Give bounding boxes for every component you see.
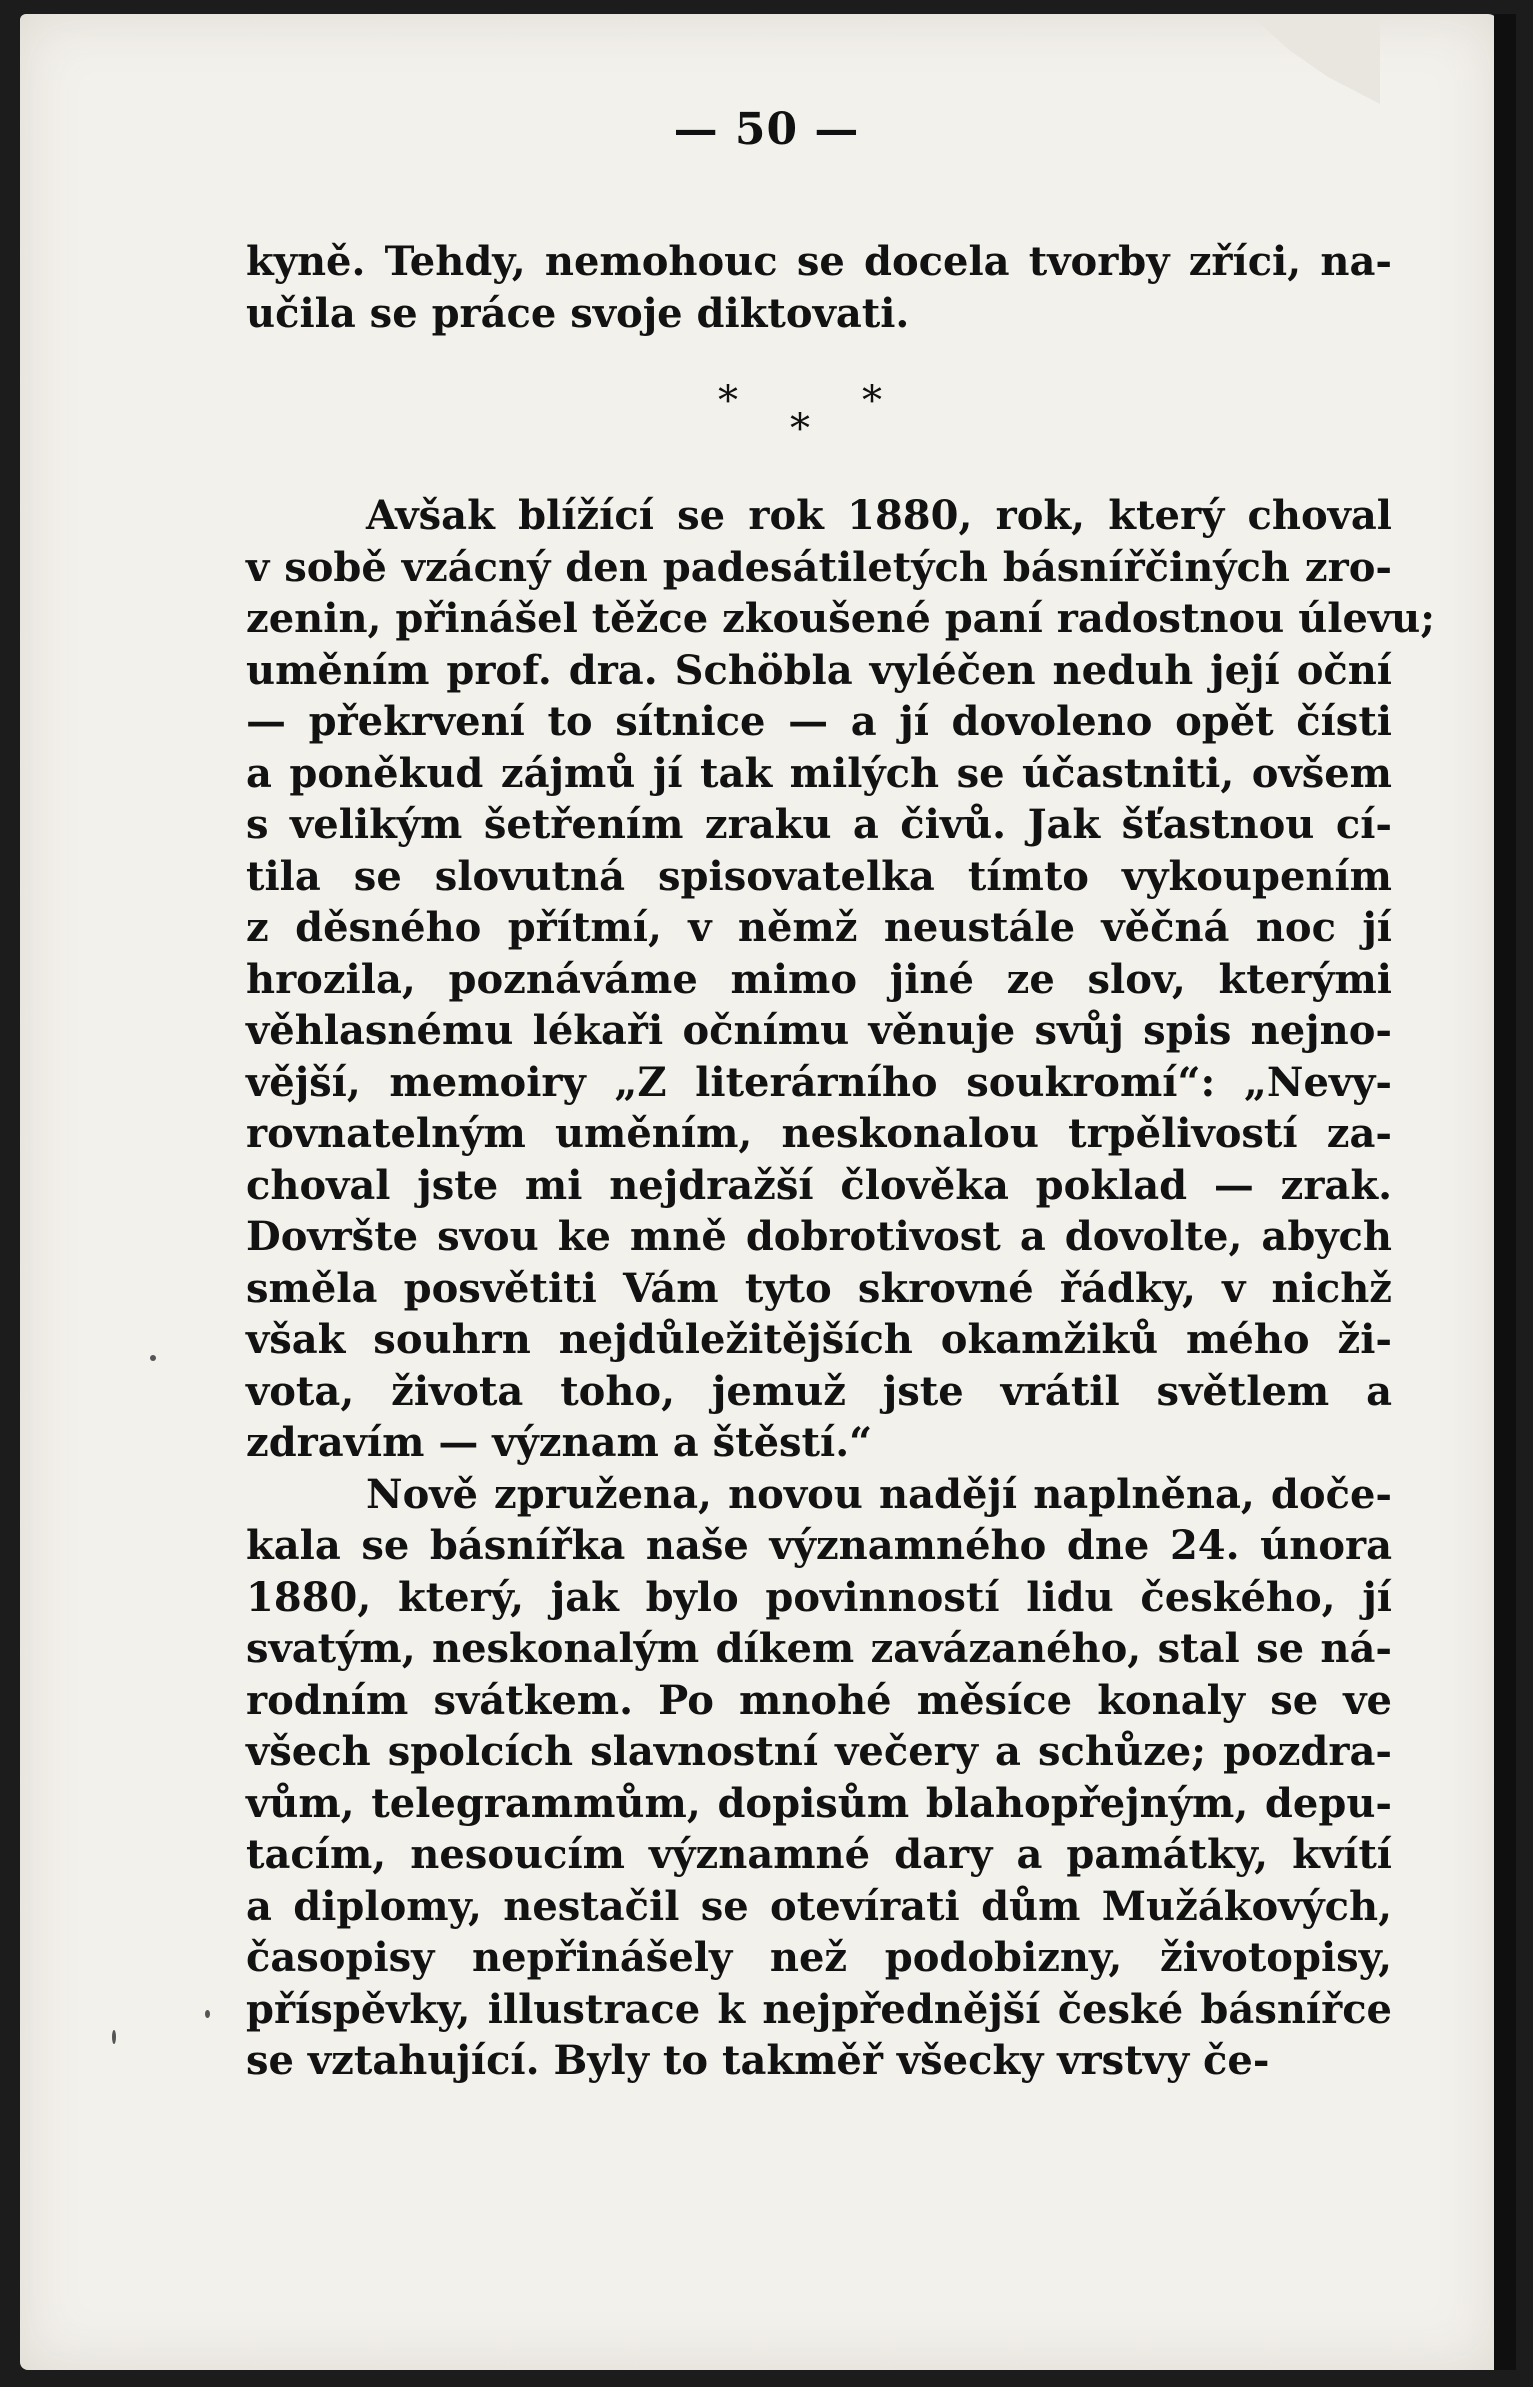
page-number: — 50 —	[673, 104, 860, 155]
asterisk-ornament: *	[718, 378, 738, 424]
text-line: Nově zpružena, novou nadějí naplněna, doče-	[366, 1470, 1392, 1518]
section-separator	[0, 378, 1533, 458]
text-line: učila se práce svoje diktovati.	[246, 289, 910, 337]
text-line: časopisy nepřinášely než podobizny, životopisy,	[246, 1934, 1392, 1981]
text-line: však souhrn nejdůležitějších okamžiků mého ži-	[246, 1316, 1392, 1363]
text-line: kyně. Tehdy, nemohouc se docela tvorby zříci, na-	[246, 238, 1392, 285]
text-line: svatým, neskonalým díkem zavázaného, stal se ná-	[246, 1625, 1392, 1672]
text-line: a diplomy, nestačil se otevírati dům Mužákových,	[246, 1882, 1392, 1930]
asterisk-ornament: *	[790, 406, 810, 452]
text-line: věhlasnému lékaři očnímu věnuje svůj spis nejno-	[246, 1007, 1392, 1054]
text-line: zenin, přinášel těžce zkoušené paní radostnou úlevu;	[246, 595, 1436, 642]
text-line: směla posvětiti Vám tyto skrovné řádky, v nichž	[246, 1264, 1392, 1312]
text-line: a poněkud zájmů jí tak milých se účastniti, ovšem	[246, 749, 1392, 797]
text-line: kala se básnířka naše významného dne 24. února	[246, 1522, 1392, 1569]
text-line: rovnatelným uměním, neskonalou trpělivostí za-	[246, 1110, 1392, 1157]
paragraph-continued	[246, 236, 1392, 339]
text-line: v sobě vzácný den padesátiletých básnířčiných zro-	[246, 543, 1392, 591]
text-line: rodním svátkem. Po mnohé měsíce konaly se ve	[246, 1676, 1392, 1724]
text-line: Avšak blížící se rok 1880, rok, který choval	[366, 492, 1392, 539]
text-line: 1880, který, jak bylo povinností lidu českého, jí	[246, 1573, 1392, 1621]
text-line: tila se slovutná spisovatelka tímto vykoupením	[246, 852, 1392, 900]
text-line: tacím, nesoucím významné dary a památky, kvítí	[246, 1831, 1392, 1878]
text-line: se vztahující. Byly to takměř všecky vrstvy če-	[246, 2037, 1270, 2084]
text-line: zdravím — význam a štěstí.“	[246, 1419, 873, 1466]
text-line: hrozila, poznáváme mimo jiné ze slov, kterými	[246, 955, 1392, 1003]
text-line: příspěvky, illustrace k nejpřednější české básnířce	[246, 1985, 1392, 2033]
text-line: s velikým šetřením zraku a čivů. Jak šťastnou cí-	[246, 801, 1392, 848]
paper-speck	[205, 2010, 210, 2018]
paper-speck	[112, 2030, 116, 2044]
asterisk-ornament: *	[862, 378, 882, 424]
text-line: vější, memoiry „Z literárního soukromí“: „Nevy-	[246, 1058, 1392, 1106]
text-line: — překrvení to sítnice — a jí dovoleno opět čísti	[246, 698, 1392, 745]
text-line: vota, života toho, jemuž jste vrátil světlem a	[246, 1367, 1392, 1415]
paper-speck	[150, 1355, 156, 1361]
text-line: Dovršte svou ke mně dobrotivost a dovolte, abych	[246, 1213, 1392, 1260]
text-line: z děsného přítmí, v němž neustále věčná noc jí	[246, 904, 1392, 951]
body-text	[246, 490, 1436, 2087]
text-line: choval jste mi nejdražší člověka poklad — zrak.	[246, 1161, 1392, 1209]
text-line: uměním prof. dra. Schöbla vyléčen neduh její oční	[246, 646, 1392, 694]
text-line: všech spolcích slavnostní večery a schůze; pozdra-	[246, 1728, 1392, 1775]
text-line: vům, telegrammům, dopisům blahopřejným, depu-	[246, 1779, 1392, 1827]
